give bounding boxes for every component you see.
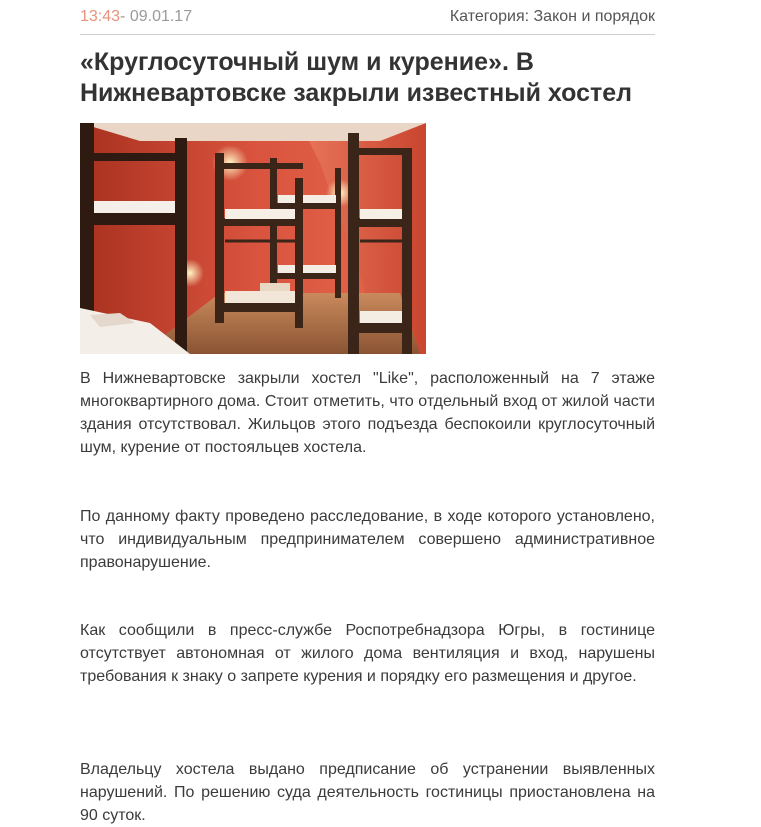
publish-time: 13:43	[80, 8, 121, 25]
paragraph-4: Владельцу хостела выдано предписание об устранении выявленных нарушений. По решению суда деятельность гостиницы приостановлена на 90 суток.	[80, 761, 655, 824]
publish-datetime	[80, 8, 192, 26]
article-meta	[80, 0, 655, 35]
paragraph-3: Как сообщили в пресс-службе Роспотребнадзора Югры, в гостинице отсутствует автономная от жилого дома вентиляция и вход, нарушены требования к знаку о запрете курения и порядку его размещения и другое.	[80, 622, 655, 685]
article	[80, 0, 655, 824]
paragraph-1: В Нижневартовске закрыли хостел "Like", расположенный на 7 этаже многоквартирного дома. Стоит отметить, что отдельный вход от жилой части здания отсутствовал. Жильцов этого подъезда беспокоили круглосуточный шум, курение от постояльцев хостела.	[80, 370, 655, 456]
paragraph-2: По данному факту проведено расследование, в ходе которого установлено, что индивидуальным предпринимателем совершено административное правонарушение.	[80, 508, 655, 571]
category-link[interactable]: Категория: Закон и порядок	[449, 8, 655, 25]
hostel-photo	[80, 123, 426, 354]
publish-date: - 09.01.17	[120, 8, 193, 25]
article-headline: «Круглосуточный шум и курение». В Нижневартовске закрыли известный хостел	[80, 48, 633, 107]
